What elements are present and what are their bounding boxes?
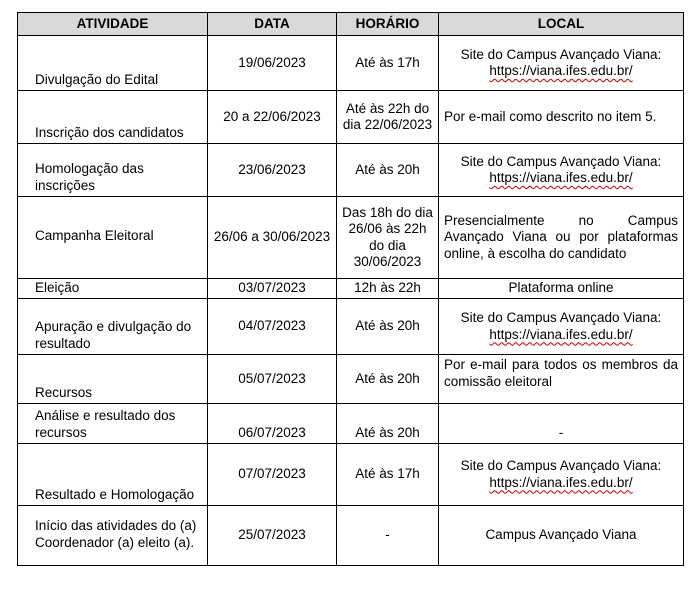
header-horario: HORÁRIO — [337, 13, 439, 36]
table-row — [18, 91, 684, 144]
time-cell: Até às 17h — [337, 444, 439, 506]
header-atividade: ATIVIDADE — [18, 13, 208, 36]
location-cell — [439, 36, 684, 91]
table-row — [18, 197, 684, 279]
time-cell: Das 18h do dia 26/06 às 22h do dia 30/06/2023 — [337, 197, 439, 279]
location-cell: Campus Avançado Viana — [439, 506, 684, 566]
activity-cell: Homologação das inscrições — [18, 144, 208, 197]
site-link[interactable]: https://viana.ifes.edu.br/ — [489, 63, 633, 78]
table-row — [18, 144, 684, 197]
site-text: Site do Campus Avançado Viana: — [460, 458, 662, 473]
table-row — [18, 444, 684, 506]
time-cell: 12h às 22h — [337, 279, 439, 299]
date-cell: 04/07/2023 — [208, 299, 337, 355]
time-cell: Até às 20h — [337, 404, 439, 444]
site-link[interactable]: https://viana.ifes.edu.br/ — [489, 474, 633, 490]
activity-cell: Divulgação do Edital — [18, 36, 208, 91]
site-text: Site do Campus Avançado Viana: — [460, 46, 662, 62]
time-cell: Até às 17h — [337, 36, 439, 91]
header-data: DATA — [208, 13, 337, 36]
date-cell: 03/07/2023 — [208, 279, 337, 299]
activity-cell: Eleição — [18, 279, 208, 299]
table-row — [18, 404, 684, 444]
time-cell: Até às 20h — [337, 355, 439, 404]
activity-cell: Análise e resultado dos recursos — [18, 404, 208, 444]
activity-cell: Inscrição dos candidatos — [18, 91, 208, 144]
location-cell: Por e-mail como descrito no item 5. — [439, 91, 684, 144]
header-row — [18, 13, 684, 36]
header-local: LOCAL — [439, 13, 684, 36]
table-row — [18, 355, 684, 404]
activity-cell: Início das atividades do (a) Coordenador (a) eleito (a). — [18, 506, 208, 566]
location-cell — [439, 444, 684, 506]
location-cell: Por e-mail para todos os membros da comissão eleitoral — [439, 355, 684, 404]
site-text: Site do Campus Avançado Viana: — [460, 310, 662, 325]
date-cell: 05/07/2023 — [208, 355, 337, 404]
site-link[interactable]: https://viana.ifes.edu.br/ — [489, 326, 633, 342]
site-link[interactable]: https://viana.ifes.edu.br/ — [489, 170, 633, 185]
table-row — [18, 279, 684, 299]
activity-cell: Campanha Eleitoral — [18, 197, 208, 279]
location-cell — [439, 299, 684, 355]
activity-cell: Resultado e Homologação — [18, 444, 208, 506]
date-cell: 19/06/2023 — [208, 36, 337, 91]
time-cell: Até às 22h do dia 22/06/2023 — [337, 91, 439, 144]
location-cell: Presencialmente no Campus Avançado Viana ou por plataformas online, à escolha do candidato — [439, 197, 684, 279]
table-row — [18, 299, 684, 355]
time-cell: - — [337, 506, 439, 566]
activity-cell: Apuração e divulgação do resultado — [18, 299, 208, 355]
date-cell: 26/06 a 30/06/2023 — [208, 197, 337, 279]
date-cell: 25/07/2023 — [208, 506, 337, 566]
schedule-table — [17, 12, 684, 566]
time-cell: Até às 20h — [337, 299, 439, 355]
location-cell — [439, 144, 684, 197]
date-cell: 07/07/2023 — [208, 444, 337, 506]
date-cell: 23/06/2023 — [208, 144, 337, 197]
time-cell: Até às 20h — [337, 144, 439, 197]
activity-cell: Recursos — [18, 355, 208, 404]
table-row — [18, 36, 684, 91]
location-cell: - — [439, 404, 684, 444]
table-row — [18, 506, 684, 566]
date-cell: 06/07/2023 — [208, 404, 337, 444]
site-text: Site do Campus Avançado Viana: — [460, 153, 662, 169]
location-cell: Plataforma online — [439, 279, 684, 299]
date-cell: 20 a 22/06/2023 — [208, 91, 337, 144]
